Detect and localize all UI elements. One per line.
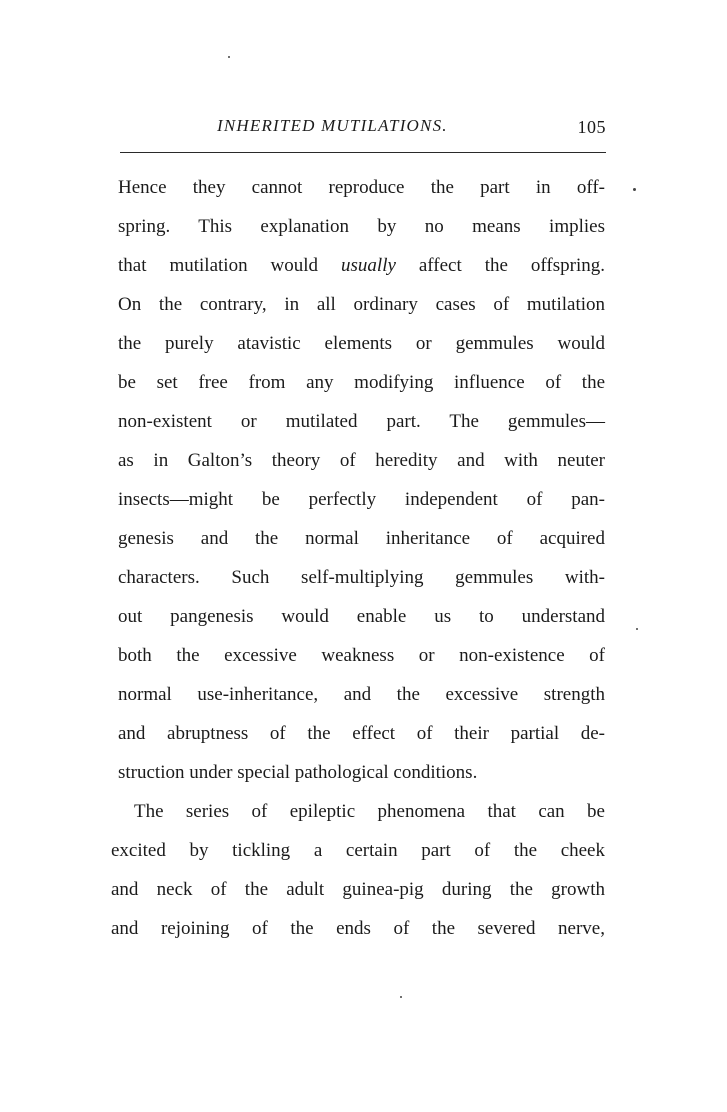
emphasized-word: usually: [341, 255, 396, 276]
ink-speck: [636, 628, 638, 630]
text-line: insects—might be perfectly independent of pan-: [118, 489, 605, 510]
text-line: and abruptness of the effect of their partial de-: [118, 723, 605, 744]
ink-speck: [400, 996, 402, 998]
header-rule: [120, 152, 606, 153]
text-line: the purely atavistic elements or gemmules would: [118, 333, 605, 354]
text-line: spring. This explanation by no means implies: [118, 216, 605, 237]
text-line: The series of epileptic phenomena that can be: [134, 801, 605, 822]
text-line: excited by tickling a certain part of the cheek: [111, 840, 605, 861]
ink-speck: [633, 188, 636, 191]
text-line: non-existent or mutilated part. The gemmules—: [118, 411, 605, 432]
page-number: 105: [577, 117, 606, 137]
text-line: normal use-inheritance, and the excessive strength: [118, 684, 605, 705]
text-span: affect the offspring.: [395, 255, 605, 276]
text-line: out pangenesis would enable us to understand: [118, 606, 605, 627]
text-line: and neck of the adult guinea-pig during the growth: [111, 879, 605, 900]
text-line: characters. Such self-multiplying gemmules with-: [118, 567, 605, 588]
text-line: be set free from any modifying influence of the: [118, 372, 605, 393]
text-line: [111, 248, 605, 287]
running-title: INHERITED MUTILATIONS.: [217, 116, 448, 135]
ink-speck: [228, 56, 230, 58]
text-line: both the excessive weakness or non-existence of: [118, 645, 605, 666]
text-line: and rejoining of the ends of the severed nerve,: [111, 918, 605, 939]
text-span: that mutilation would: [118, 255, 342, 276]
text-line: struction under special pathological conditions.: [118, 762, 478, 783]
body-text: [111, 170, 605, 950]
text-line: On the contrary, in all ordinary cases of mutilation: [118, 294, 605, 315]
text-line: Hence they cannot reproduce the part in off-: [118, 177, 605, 198]
text-line: genesis and the normal inheritance of acquired: [118, 528, 605, 549]
running-head: [120, 116, 606, 142]
text-line: as in Galton’s theory of heredity and with neuter: [118, 450, 605, 471]
